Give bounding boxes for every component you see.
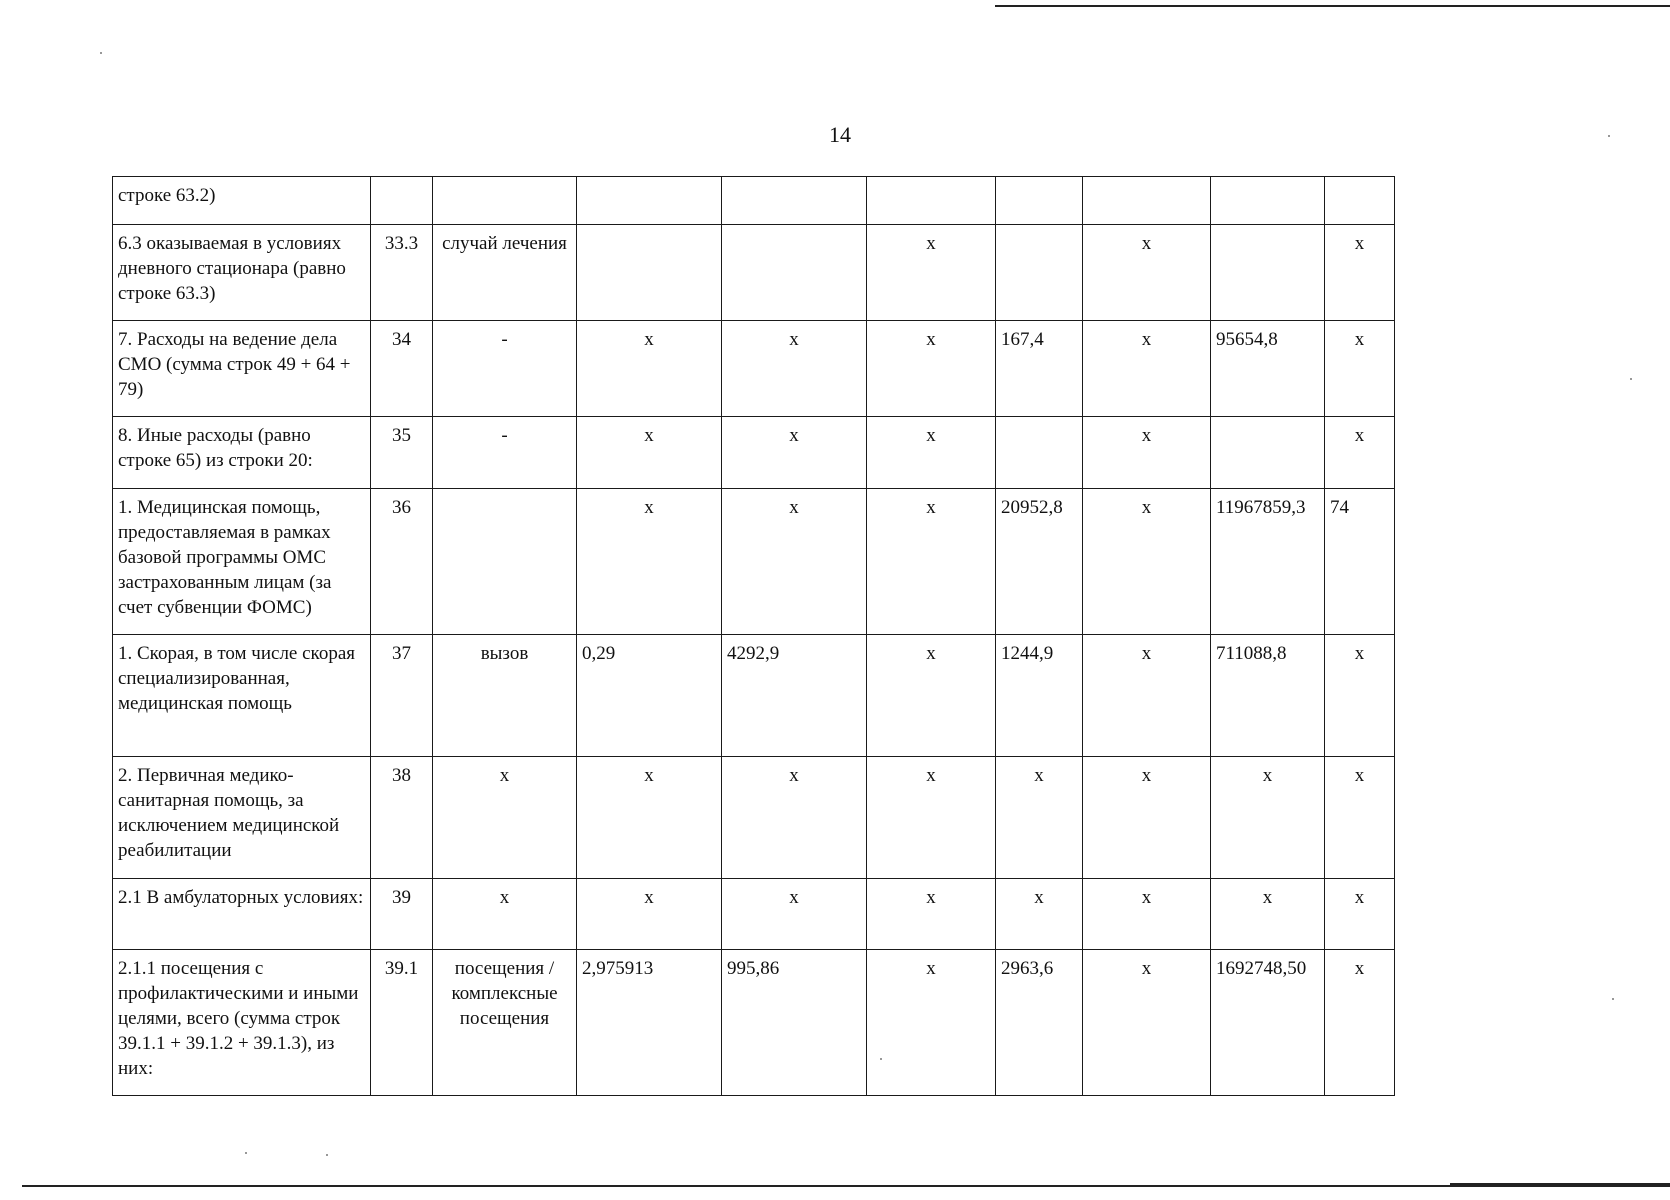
cell-value-2: х: [722, 489, 867, 635]
cell-line-number: 39.1: [371, 950, 433, 1096]
cell-value-3: х: [867, 321, 996, 417]
cell-line-number: 36: [371, 489, 433, 635]
cell-value-7: х: [1325, 635, 1395, 757]
table-row: [113, 950, 1395, 1096]
cell-unit: случай лечения: [433, 225, 577, 321]
cell-name: 1. Скорая, в том числе скорая специализированная, медицинская помощь: [113, 635, 371, 757]
cell-value-4: 20952,8: [996, 489, 1083, 635]
table-row: [113, 489, 1395, 635]
cell-unit: х: [433, 757, 577, 879]
cell-name: 8. Иные расходы (равно строке 65) из строки 20:: [113, 417, 371, 489]
cell-value-6: 11967859,3: [1211, 489, 1325, 635]
cell-unit: посещения / комплексные посещения: [433, 950, 577, 1096]
cell-value-1: х: [577, 757, 722, 879]
table-row: [113, 177, 1395, 225]
cell-name: 2. Первичная медико-санитарная помощь, за исключением медицинской реабилитации: [113, 757, 371, 879]
cell-value-5: х: [1083, 225, 1211, 321]
cell-value-2: [722, 225, 867, 321]
cell-value-3: х: [867, 417, 996, 489]
cell-name: 2.1.1 посещения с профилактическими и иными целями, всего (сумма строк 39.1.1 + 39.1.2 + 39.1.3), из них:: [113, 950, 371, 1096]
cell-value-4: 1244,9: [996, 635, 1083, 757]
cell-value-6: [1211, 177, 1325, 225]
cell-value-2: х: [722, 757, 867, 879]
cell-value-1: х: [577, 321, 722, 417]
cell-line-number: 33.3: [371, 225, 433, 321]
cell-line-number: 35: [371, 417, 433, 489]
bottom-rule: [22, 1185, 1670, 1187]
cell-value-7: х: [1325, 225, 1395, 321]
cell-value-1: [577, 177, 722, 225]
cell-value-1: [577, 225, 722, 321]
cell-value-4: [996, 225, 1083, 321]
cell-value-2: [722, 177, 867, 225]
cell-value-1: х: [577, 879, 722, 950]
bottom-rule-thick: [1450, 1183, 1670, 1186]
cell-value-6: [1211, 417, 1325, 489]
scan-speck: [326, 1154, 328, 1156]
scan-speck: [1630, 378, 1632, 380]
scan-speck: [100, 52, 102, 54]
cell-value-5: х: [1083, 417, 1211, 489]
cell-line-number: 37: [371, 635, 433, 757]
cell-value-6: х: [1211, 879, 1325, 950]
cell-value-5: х: [1083, 879, 1211, 950]
cell-value-2: 995,86: [722, 950, 867, 1096]
cell-value-2: 4292,9: [722, 635, 867, 757]
scan-speck: [1608, 135, 1610, 137]
table-row: [113, 757, 1395, 879]
cell-name: 7. Расходы на ведение дела СМО (сумма строк 49 + 64 + 79): [113, 321, 371, 417]
cell-line-number: 34: [371, 321, 433, 417]
cell-name: 6.3 оказываемая в условиях дневного стационара (равно строке 63.3): [113, 225, 371, 321]
cell-value-3: [867, 177, 996, 225]
cell-value-7: х: [1325, 757, 1395, 879]
cell-value-3: х: [867, 757, 996, 879]
cell-value-4: х: [996, 879, 1083, 950]
cell-value-3: х: [867, 225, 996, 321]
table-row: [113, 225, 1395, 321]
scan-speck: [880, 1058, 882, 1060]
cell-line-number: 39: [371, 879, 433, 950]
cell-value-7: х: [1325, 879, 1395, 950]
top-rule: [995, 5, 1670, 7]
cell-value-2: х: [722, 879, 867, 950]
table-row: [113, 879, 1395, 950]
cell-value-4: х: [996, 757, 1083, 879]
table-row: [113, 321, 1395, 417]
scan-speck: [245, 1152, 247, 1154]
cell-value-6: х: [1211, 757, 1325, 879]
scan-speck: [1612, 998, 1614, 1000]
cell-value-3: х: [867, 950, 996, 1096]
cell-value-4: [996, 417, 1083, 489]
cell-value-2: х: [722, 417, 867, 489]
cell-name: 2.1 В амбулаторных условиях:: [113, 879, 371, 950]
cell-value-5: х: [1083, 321, 1211, 417]
cell-unit: х: [433, 879, 577, 950]
cell-value-4: 2963,6: [996, 950, 1083, 1096]
cell-value-7: х: [1325, 321, 1395, 417]
cell-value-7: [1325, 177, 1395, 225]
cell-line-number: [371, 177, 433, 225]
cell-value-7: х: [1325, 417, 1395, 489]
cell-unit: -: [433, 417, 577, 489]
cell-value-1: х: [577, 417, 722, 489]
cell-unit: вызов: [433, 635, 577, 757]
cell-value-3: х: [867, 489, 996, 635]
cell-value-1: 0,29: [577, 635, 722, 757]
cell-name: строке 63.2): [113, 177, 371, 225]
cell-unit: [433, 489, 577, 635]
cell-unit: [433, 177, 577, 225]
expenses-table: [112, 176, 1395, 1096]
cell-value-4: [996, 177, 1083, 225]
cell-unit: -: [433, 321, 577, 417]
table-row: [113, 635, 1395, 757]
cell-value-6: 711088,8: [1211, 635, 1325, 757]
cell-value-5: х: [1083, 950, 1211, 1096]
cell-value-6: [1211, 225, 1325, 321]
cell-value-2: х: [722, 321, 867, 417]
cell-value-7: 74: [1325, 489, 1395, 635]
cell-value-5: [1083, 177, 1211, 225]
cell-value-1: х: [577, 489, 722, 635]
cell-value-5: х: [1083, 757, 1211, 879]
cell-value-4: 167,4: [996, 321, 1083, 417]
page-number: 14: [829, 122, 851, 147]
cell-value-6: 95654,8: [1211, 321, 1325, 417]
cell-name: 1. Медицинская помощь, предоставляемая в рамках базовой программы ОМС застрахованным лицам (за счет субвенции ФОМС): [113, 489, 371, 635]
table-row: [113, 417, 1395, 489]
cell-line-number: 38: [371, 757, 433, 879]
cell-value-6: 1692748,50: [1211, 950, 1325, 1096]
cell-value-3: х: [867, 879, 996, 950]
cell-value-1: 2,975913: [577, 950, 722, 1096]
cell-value-7: х: [1325, 950, 1395, 1096]
cell-value-3: х: [867, 635, 996, 757]
cell-value-5: х: [1083, 489, 1211, 635]
cell-value-5: х: [1083, 635, 1211, 757]
